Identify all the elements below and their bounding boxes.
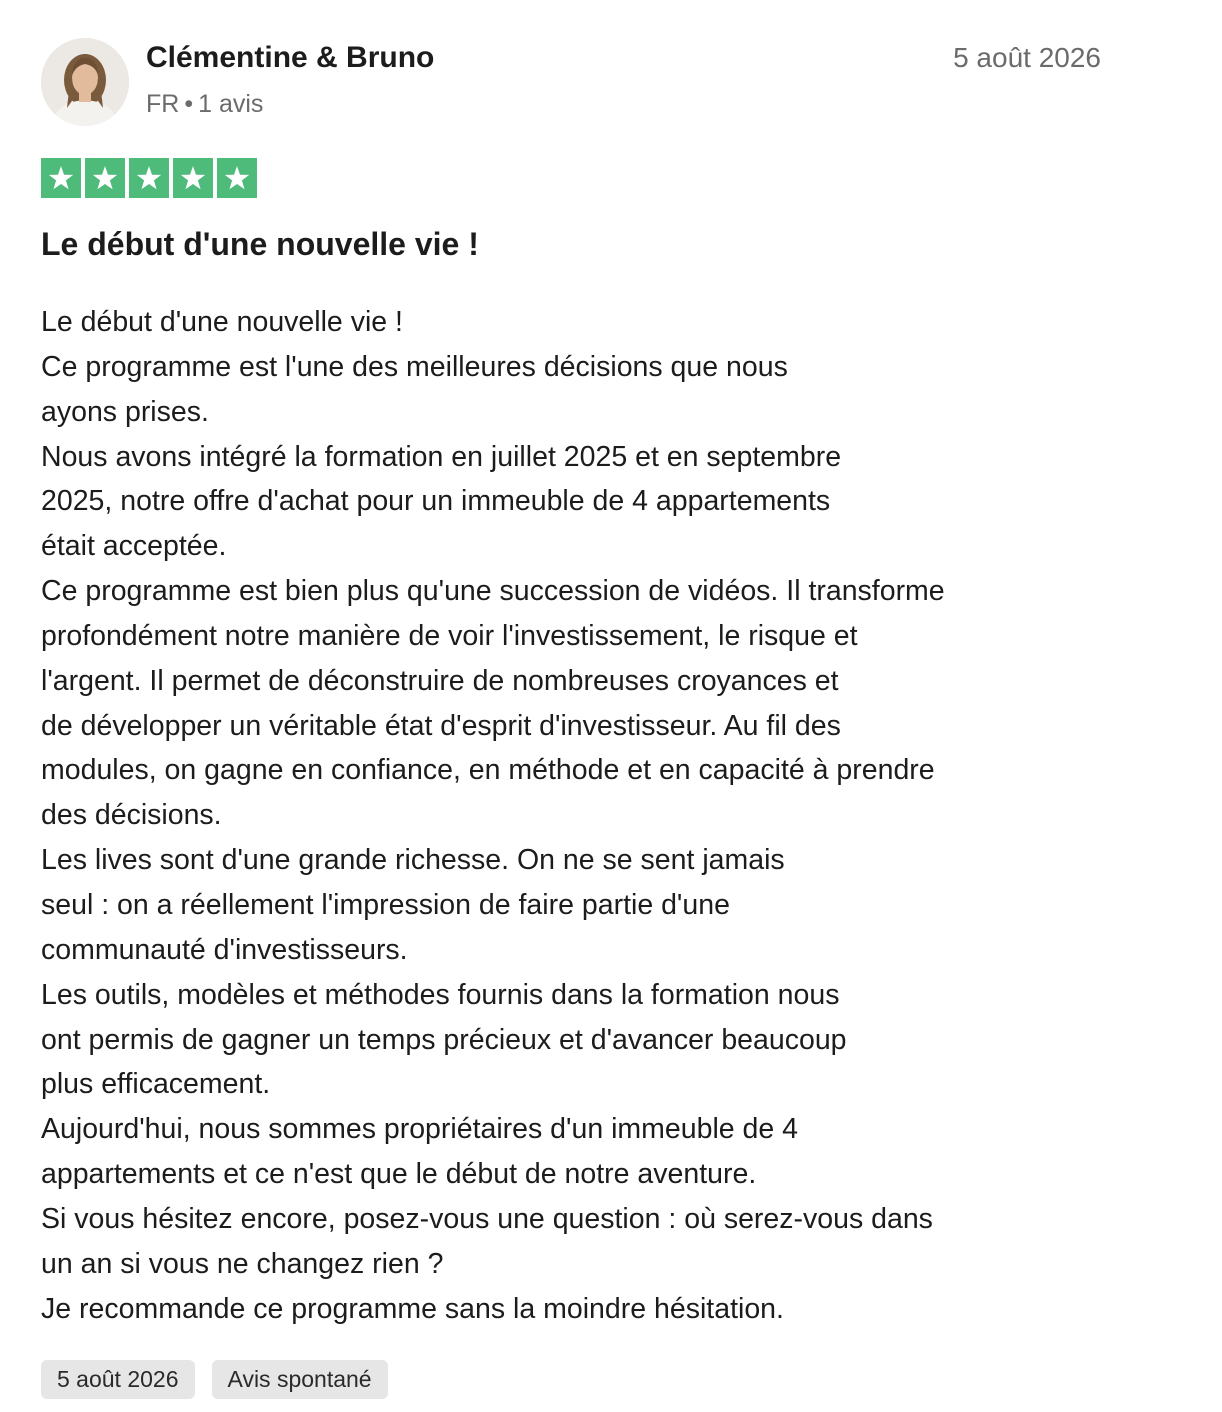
- review-type-badge[interactable]: Avis spontané: [212, 1360, 388, 1399]
- review-card: [41, 38, 1101, 1392]
- review-body-line: l'argent. Il permet de déconstruire de nombreuses croyances et: [41, 664, 839, 697]
- avatar[interactable]: [41, 38, 129, 126]
- review-body-line: Le début d'une nouvelle vie !: [41, 306, 403, 338]
- star-icon: [41, 158, 81, 198]
- review-body-line: des décisions.: [41, 799, 222, 832]
- review-title[interactable]: Le début d'une nouvelle vie !: [41, 226, 479, 262]
- review-body-line: profondément notre manière de voir l'investissement, le risque et: [41, 619, 858, 652]
- review-body-line: appartements et ce n'est que le début de notre aventure.: [41, 1158, 757, 1191]
- reviewer-country: FR: [146, 90, 180, 118]
- review-body-line: Ce programme est l'une des meilleures décisions que nous: [41, 350, 788, 383]
- avatar-photo-icon: [41, 38, 129, 126]
- review-body-line: Nous avons intégré la formation en juillet 2025 et en septembre: [41, 440, 842, 473]
- star-rating: [41, 158, 257, 198]
- reviewer-meta: [146, 88, 263, 120]
- review-body-line: ayons prises.: [41, 395, 209, 428]
- star-icon: [129, 158, 169, 198]
- reviewer-name[interactable]: Clémentine & Bruno: [146, 41, 435, 74]
- star-icon: [217, 158, 257, 198]
- meta-separator: •: [184, 90, 194, 118]
- review-body-line: seul : on a réellement l'impression de faire partie d'une: [41, 888, 730, 921]
- experience-date-badge[interactable]: 5 août 2026: [41, 1360, 195, 1399]
- review-body-line: de développer un véritable état d'esprit d'investisseur. Au fil des: [41, 709, 841, 742]
- review-body-line: Ce programme est bien plus qu'une succession de vidéos. Il transforme: [41, 575, 945, 608]
- review-body-line: plus efficacement.: [41, 1068, 271, 1101]
- review-header: [41, 38, 1101, 128]
- reviewer-review-count: 1 avis: [198, 90, 264, 118]
- review-body-line: Les lives sont d'une grande richesse. On ne se sent jamais: [41, 844, 785, 877]
- review-body-line: communauté d'investisseurs.: [41, 933, 408, 966]
- review-body: [41, 300, 1101, 1331]
- review-body-line: ont permis de gagner un temps précieux et d'avancer beaucoup: [41, 1023, 847, 1056]
- review-body-line: Si vous hésitez encore, posez-vous une question : où serez-vous dans: [41, 1202, 933, 1235]
- review-body-line: Je recommande ce programme sans la moindre hésitation.: [41, 1292, 784, 1325]
- review-body-line: Aujourd'hui, nous sommes propriétaires d'un immeuble de 4: [41, 1113, 799, 1146]
- review-body-line: 2025, notre offre d'achat pour un immeuble de 4 appartements: [41, 485, 831, 518]
- review-body-line: Les outils, modèles et méthodes fournis dans la formation nous: [41, 978, 840, 1011]
- review-date: 5 août 2026: [953, 42, 1101, 73]
- review-body-line: un an si vous ne changez rien ?: [41, 1247, 444, 1280]
- review-body-line: modules, on gagne en confiance, en méthode et en capacité à prendre: [41, 754, 935, 787]
- review-tags: [41, 1360, 388, 1399]
- star-icon: [173, 158, 213, 198]
- review-body-line: était acceptée.: [41, 530, 227, 563]
- star-icon: [85, 158, 125, 198]
